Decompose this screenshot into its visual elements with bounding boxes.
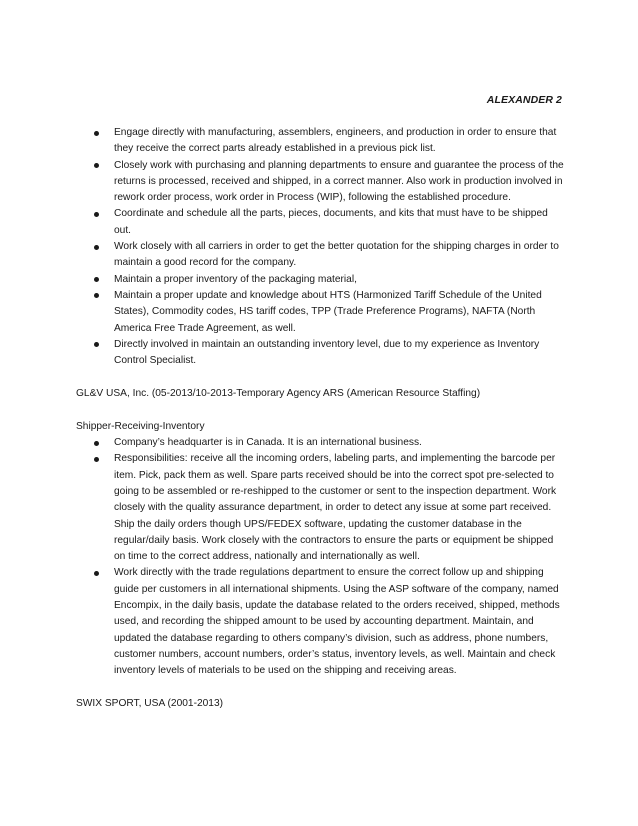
bullet-icon bbox=[94, 277, 99, 282]
list-item: Work directly with the trade regulations department to ensure the correct follow up and shipping guide per customers in all international shipments. Using the ASP software of the company, named Encompix, in the daily basis, update the database related to the orders received, shipped, methods used, and recording the shipped amount to be used by accounting department. Maintain, and updated the database regarding to others company’s division, such as address, phone numbers, customer numbers, account numbers, order’s status, inventory levels, as well. Maintain and check inventory levels of materials to be used on the shipping and receiving areas. bbox=[114, 565, 564, 679]
bullet-icon bbox=[94, 245, 99, 250]
list-item: Directly involved in maintain an outstanding inventory level, due to my experience as Inventory Control Specialist. bbox=[114, 337, 564, 370]
list-item: Coordinate and schedule all the parts, pieces, documents, and kits that must have to be shipped out. bbox=[114, 206, 564, 239]
page-content bbox=[76, 125, 564, 722]
list-item: Engage directly with manufacturing, assemblers, engineers, and production in order to ensure that they receive the correct parts already established in a previous pick list. bbox=[114, 125, 564, 158]
list-item: Closely work with purchasing and planning departments to ensure and guarantee the process of the returns is processed, received and shipped, in a correct manner. Also work in production involved in rework order process, work order in Process (WIP), following the established procedure. bbox=[114, 158, 564, 207]
bullet-icon bbox=[94, 293, 99, 298]
bullet-icon bbox=[94, 457, 99, 462]
role-line-glv: Shipper-Receiving-Inventory bbox=[76, 420, 205, 432]
bullet-icon bbox=[94, 342, 99, 347]
list-item: Work closely with all carriers in order to get the better quotation for the shipping charges in order to maintain a good record for the company. bbox=[114, 239, 564, 272]
list-item: Responsibilities: receive all the incoming orders, labeling parts, and implementing the barcode per item. Pick, pack them as well. Spare parts received should be into the correct spot pre-selected to going to be assembled or re-reshipped to the customer or sent to the inspection department. Work closely with the quality assurance department, in order to detect any issue at some part received. Ship the daily orders though UPS/FEDEX software, updating the customer database in the regular/daily basis. Work closely with the contractors to ensure the parts or equipment be shipped on time to the correct address, nationally and internationally as well. bbox=[114, 451, 564, 565]
running-head: ALEXANDER 2 bbox=[486, 94, 562, 106]
list-item: Maintain a proper inventory of the packaging material, bbox=[114, 272, 564, 288]
list-item: Maintain a proper update and knowledge about HTS (Harmonized Tariff Schedule of the United States), Commodity codes, HS tariff codes, TPP (Trade Preference Programs), NAFTA (North America Free Trade Agreement, as well. bbox=[114, 288, 564, 337]
employer-line-glv: GL&V USA, Inc. (05-2013/10-2013-Temporary Agency ARS (American Resource Staffing) bbox=[76, 388, 481, 400]
bullet-icon bbox=[94, 131, 99, 136]
list-item: Company’s headquarter is in Canada. It is an international business. bbox=[114, 435, 564, 451]
duties-list-glv bbox=[76, 435, 564, 679]
bullet-icon bbox=[94, 163, 99, 168]
bullet-icon bbox=[94, 571, 99, 576]
duties-list-previous-job bbox=[76, 125, 564, 369]
bullet-icon bbox=[94, 212, 99, 217]
bullet-icon bbox=[94, 441, 99, 446]
employer-line-swix: SWIX SPORT, USA (2001-2013) bbox=[76, 697, 224, 709]
